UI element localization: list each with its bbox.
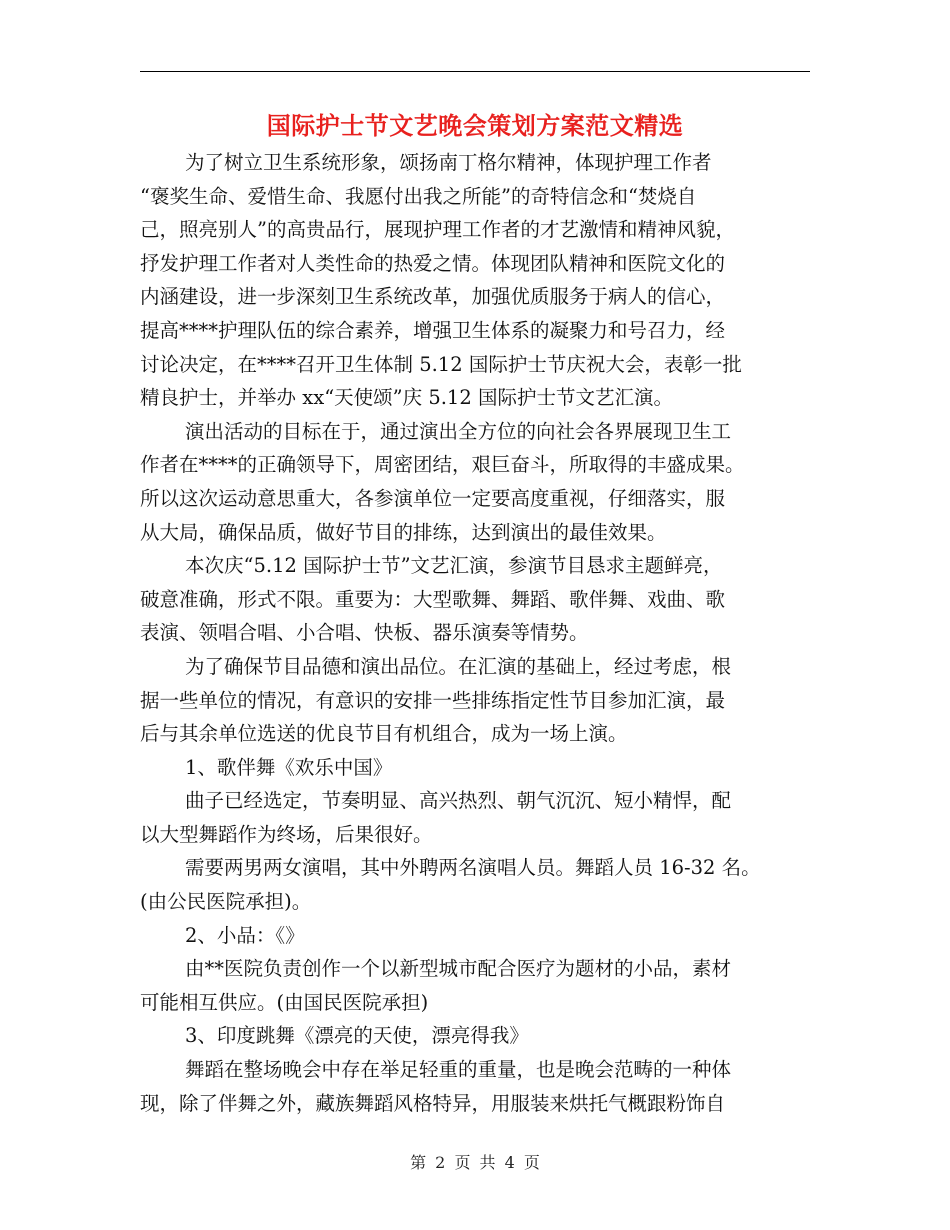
text-line: 为了确保节目品德和演出品位。在汇演的基础上，经过考虑，根: [185, 654, 732, 678]
text-line: 讨论决定，在****召开卫生体制 5.12 国际护士节庆祝大会，表彰一批: [140, 352, 742, 376]
section-heading: 2、小品：《》: [185, 923, 305, 947]
text-line: 需要两男两女演唱，其中外聘两名演唱人员。舞蹈人员 16-32 名。: [185, 856, 761, 880]
page-footer: 第 2 页 共 4 页: [410, 1153, 540, 1172]
text-line: 本次庆“5.12 国际护士节”文艺汇演，参演节目恳求主题鲜亮，: [185, 554, 723, 578]
text-line: 曲子已经选定，节奏明显、高兴热烈、朝气沉沉、短小精悍，配: [185, 789, 732, 813]
text-line: 己，照亮别人”的高贵品行，展现护理工作者的才艺激情和精神风貌，: [140, 218, 735, 242]
text-line: 演出活动的目标在于，通过演出全方位的向社会各界展现卫生工: [185, 419, 732, 443]
text-line: 精良护士，并举办 xx“天使颂”庆 5.12 国际护士节文艺汇演。: [140, 386, 673, 410]
text-line: 现，除了伴舞之外，藏族舞蹈风格特异，用服装来烘托气概跟粉饰自: [140, 1091, 726, 1115]
section-heading: 1、歌伴舞《欢乐中国》: [185, 755, 393, 779]
text-line: 抒发护理工作者对人类性命的热爱之情。体现团队精神和医院文化的: [140, 251, 726, 275]
text-line: “褒奖生命、爱惜生命、我愿付出我之所能”的奇特信念和“焚烧自: [140, 184, 697, 208]
text-line: 表演、领唱合唱、小合唱、快板、器乐演奏等情势。: [140, 621, 589, 645]
text-line: 提高****护理队伍的综合素养，增强卫生体系的凝聚力和号召力，经: [140, 318, 726, 342]
text-line: 可能相互供应。(由国民医院承担): [140, 990, 429, 1014]
text-line: 据一些单位的情况，有意识的安排一些排练指定性节目参加汇演，最: [140, 688, 726, 712]
text-line: 舞蹈在整场晚会中存在举足轻重的重量，也是晚会范畴的一种体: [185, 1058, 732, 1082]
text-line: 后与其余单位选送的优良节目有机组合，成为一场上演。: [140, 722, 628, 746]
text-line: 所以这次运动意思重大，各参演单位一定要高度重视，仔细落实，服: [140, 486, 726, 510]
document-body: [140, 146, 800, 1120]
header-rule: [140, 71, 810, 72]
text-line: 作者在****的正确领导下，周密团结，艰巨奋斗，所取得的丰盛成果。: [140, 453, 745, 477]
text-line: 由**医院负责创作一个以新型城市配合医疗为题材的小品，素材: [185, 957, 732, 981]
text-line: 从大局，确保品质，做好节目的排练，达到演出的最佳效果。: [140, 520, 667, 544]
section-heading: 3、印度跳舞《漂亮的天使，漂亮得我》: [185, 1024, 529, 1048]
text-line: 破意准确，形式不限。重要为：大型歌舞、舞蹈、歌伴舞、戏曲、歌: [140, 587, 726, 611]
text-line: 内涵建设，进一步深刻卫生系统改革，加强优质服务于病人的信心，: [140, 285, 726, 309]
document-title: 国际护士节文艺晚会策划方案范文精选: [266, 112, 684, 140]
text-line: (由公民医院承担)。: [140, 890, 312, 914]
text-line: 以大型舞蹈作为终场，后果很好。: [140, 822, 433, 846]
text-line: 为了树立卫生系统形象，颂扬南丁格尔精神，体现护理工作者: [185, 151, 712, 174]
